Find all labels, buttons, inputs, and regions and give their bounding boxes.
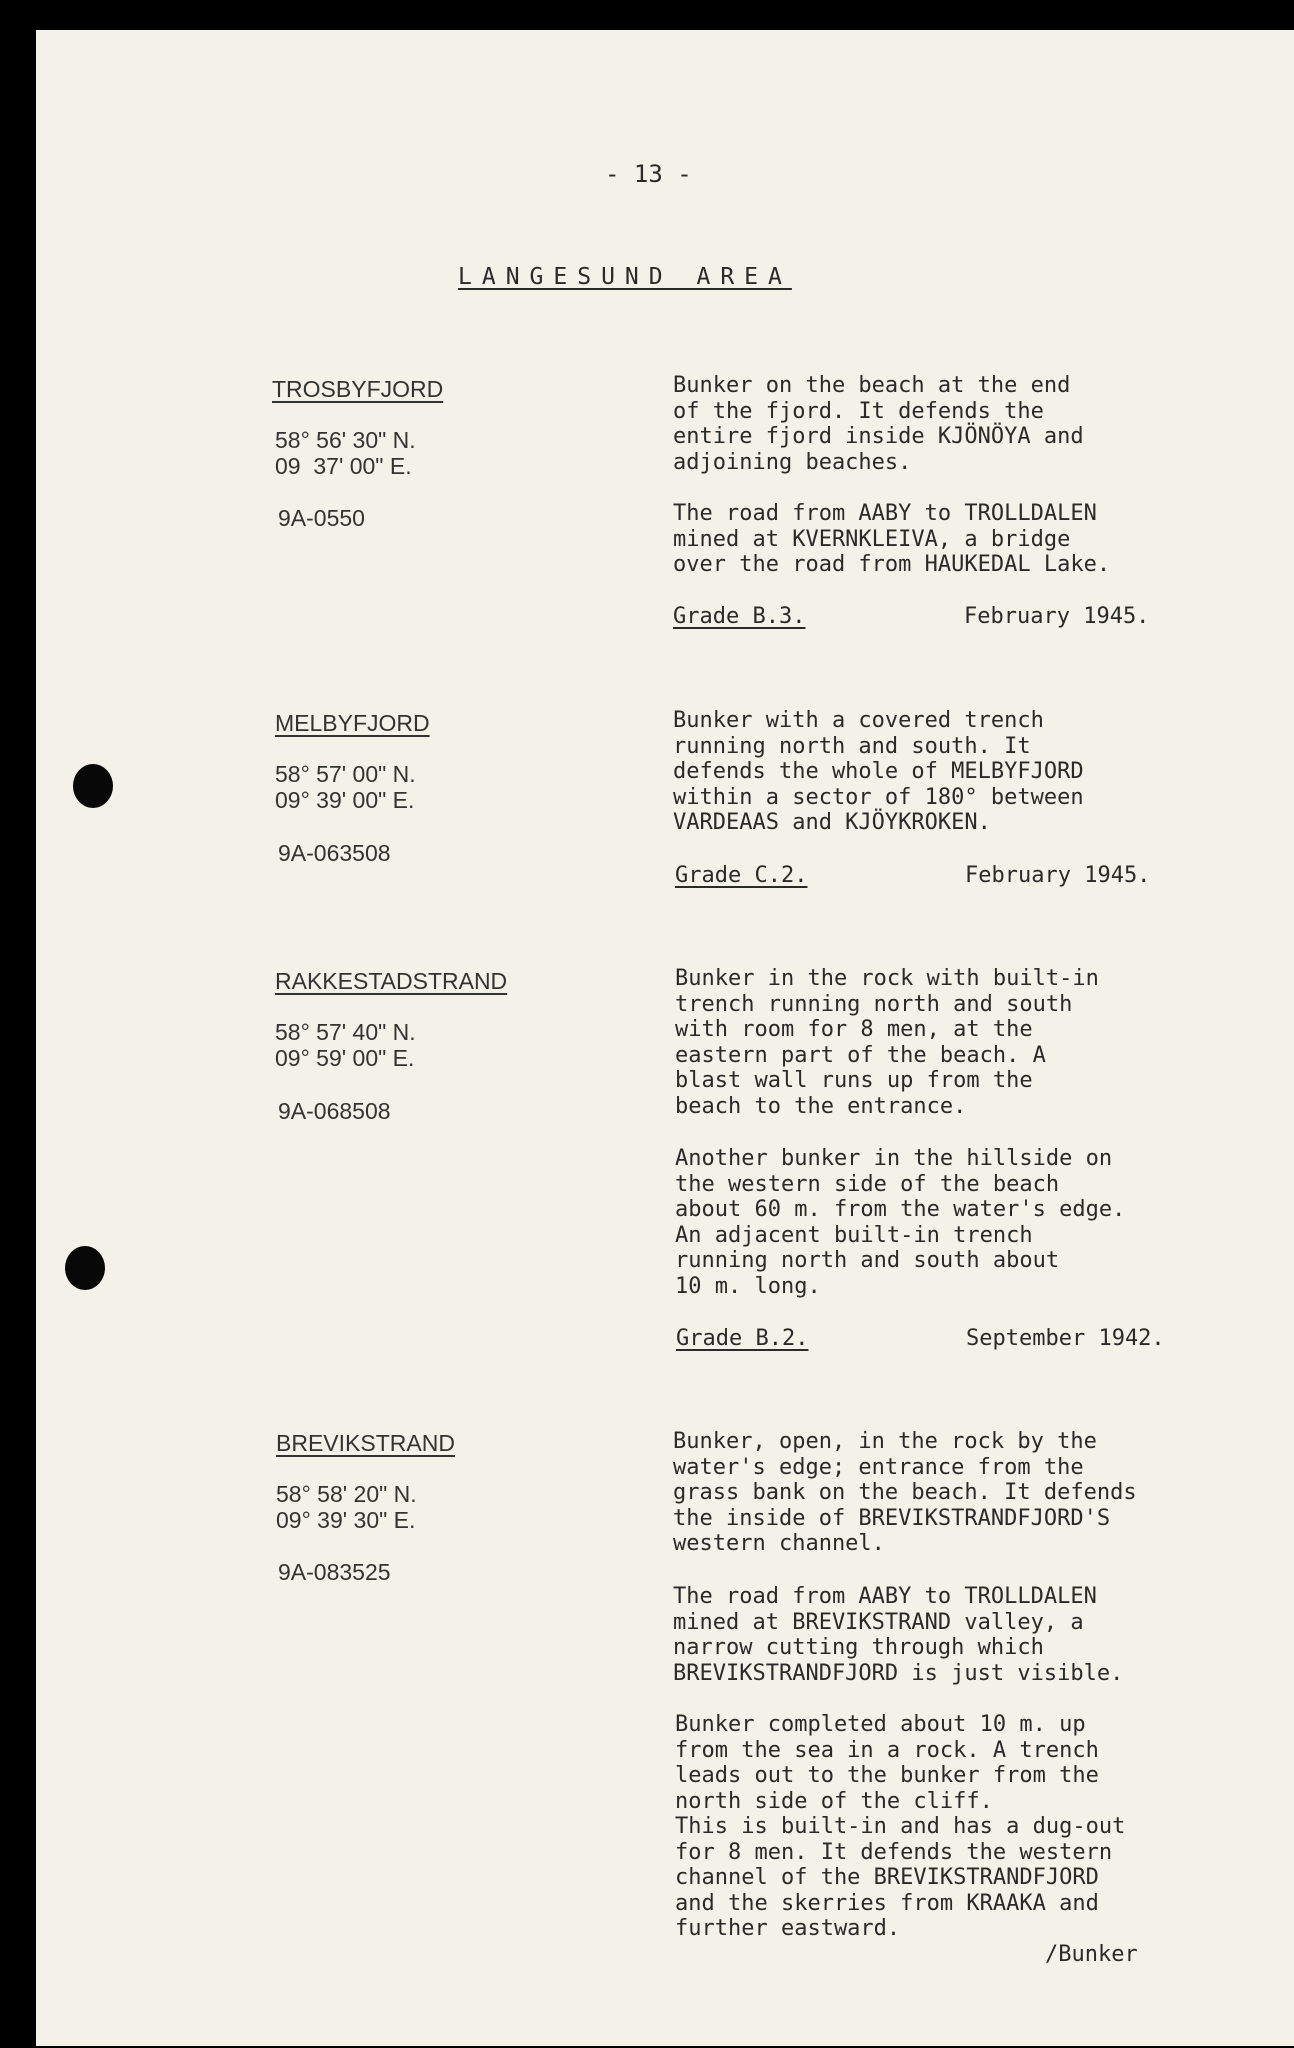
entry-grade: Grade B.2. — [676, 1326, 809, 1351]
entry-latitude: 58° 57' 00" N. — [275, 761, 416, 787]
entry-map-ref: 9A-063508 — [278, 840, 391, 866]
entry-date: February 1945. — [964, 604, 1150, 629]
page-number: - 13 - — [605, 160, 692, 188]
entry-map-ref: 9A-068508 — [278, 1098, 391, 1124]
entry-latitude: 58° 58' 20" N. — [276, 1481, 417, 1507]
entry-grade: Grade B.3. — [673, 604, 806, 629]
entry-description: Another bunker in the hillside on the western side of the beach about 60 m. from the water's edge. An adjacent built-in trench running north and south about 10 m. long. — [675, 1146, 1126, 1299]
entry-description: Bunker in the rock with built-in trench running north and south with room for 8 men, at the eastern part of the beach. A blast wall runs up from the beach to the entrance. — [675, 966, 1099, 1119]
entry-map-ref: 9A-0550 — [278, 505, 365, 531]
entry-latitude: 58° 56' 30" N. — [275, 427, 416, 453]
entry-longitude: 09 37' 00" E. — [275, 453, 412, 479]
entry-longitude: 09° 39' 00" E. — [275, 787, 415, 813]
entry-latitude: 58° 57' 40" N. — [275, 1019, 416, 1045]
entry-name: TROSBYFJORD — [272, 376, 444, 402]
entry-description: Bunker completed about 10 m. up from the sea in a rock. A trench leads out to the bunker from the north side of the cliff. This is built-in and has a dug-out for 8 men. It defends the western channel of the BREVIKSTRANDFJORD and the skerries from KRAAKA and further eastward. — [675, 1712, 1126, 1941]
continuation-word: /Bunker — [1045, 1942, 1138, 1967]
entry-longitude: 09° 59' 00" E. — [275, 1045, 415, 1071]
entry-description: Bunker, open, in the rock by the water's edge; entrance from the grass bank on the beach. It defends the inside of BREVIKSTRANDFJORD'S western channel. — [673, 1429, 1137, 1556]
entry-longitude: 09° 39' 30" E. — [276, 1507, 416, 1533]
entry-grade: Grade C.2. — [675, 863, 808, 888]
entry-description: Bunker with a covered trench running north and south. It defends the whole of MELBYFJORD within a sector of 180° between VARDEAAS and KJÖYKROKEN. — [673, 708, 1084, 835]
punch-hole-top — [73, 764, 113, 808]
entry-description: The road from AABY to TROLLDALEN mined at BREVIKSTRAND valley, a narrow cutting through which BREVIKSTRANDFJORD is just visible. — [673, 1584, 1124, 1686]
entry-description: The road from AABY to TROLLDALEN mined at KVERNKLEIVA, a bridge over the road from HAUKEDAL Lake. — [673, 501, 1111, 577]
entry-name: MELBYFJORD — [275, 710, 430, 736]
entry-date: February 1945. — [965, 863, 1151, 888]
entry-map-ref: 9A-083525 — [278, 1559, 391, 1585]
area-title: LANGESUND AREA — [458, 264, 792, 290]
punch-hole-bottom — [65, 1246, 105, 1290]
entry-date: September 1942. — [966, 1326, 1165, 1351]
entry-name: RAKKESTADSTRAND — [275, 968, 508, 994]
entry-name: BREVIKSTRAND — [276, 1430, 455, 1456]
entry-description: Bunker on the beach at the end of the fjord. It defends the entire fjord inside KJÖNÖYA and adjoining beaches. — [673, 373, 1084, 475]
